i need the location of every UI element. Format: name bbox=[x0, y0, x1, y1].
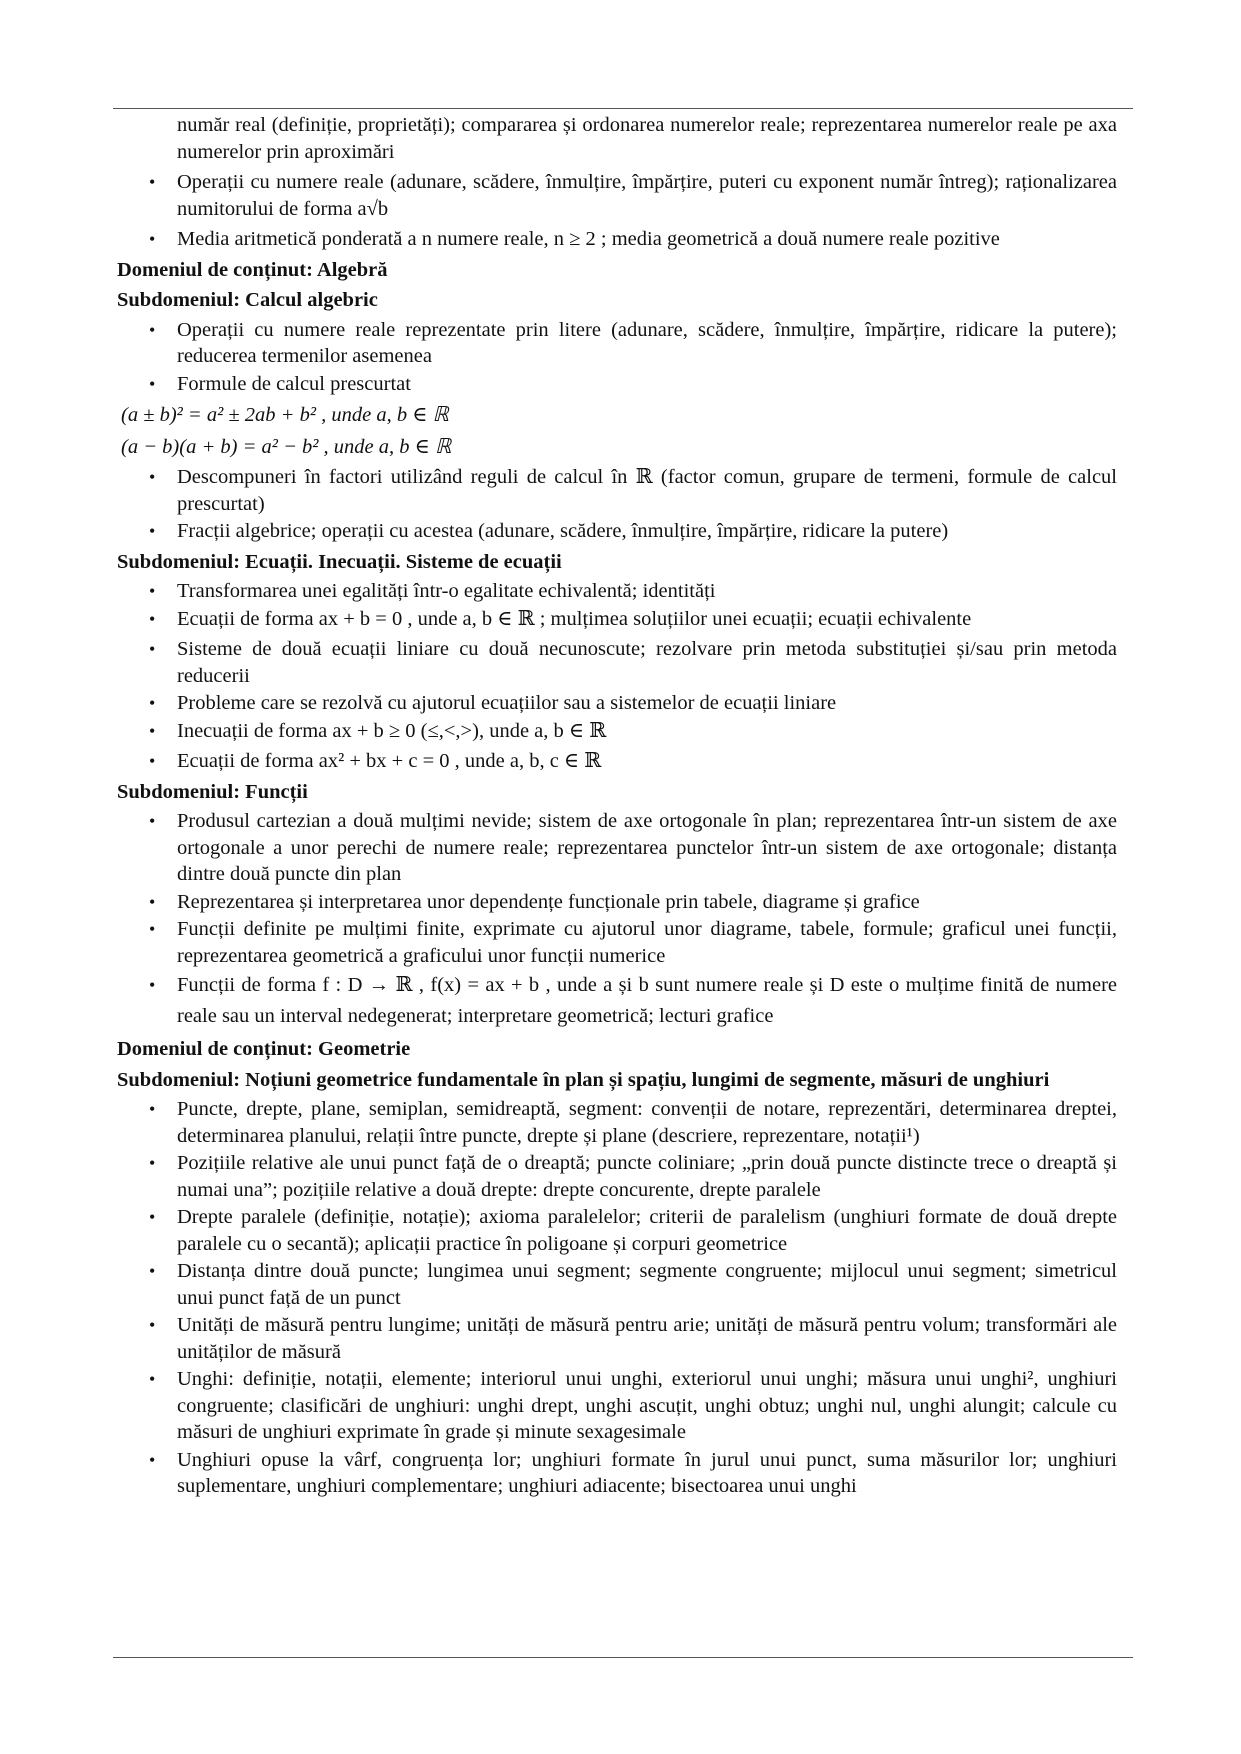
formula-difference-of-squares: (a − b)(a + b) = a² − b² , unde a, b ∈ ℝ bbox=[121, 435, 452, 458]
subdomain-heading-functii: Subdomeniul: Funcții bbox=[117, 780, 308, 803]
list-item: • Probleme care se rezolvă cu ajutorul ecuațiilor sau a sistemelor de ecuații liniare bbox=[117, 690, 1117, 717]
functii-list bbox=[117, 808, 1117, 1032]
list-item: • Transformarea unei egalități într-o egalitate echivalentă; identități bbox=[117, 578, 1117, 605]
domain-heading-algebra: Domeniul de conținut: Algebră bbox=[117, 258, 388, 281]
list-item: • Funcții definite pe mulțimi finite, exprimate cu ajutorul unor diagrame, tabele, formule; graficul unei funcții, reprezentarea geometrică a graficului unor funcții numerice bbox=[117, 916, 1117, 969]
list-item: • Distanța dintre două puncte; lungimea unui segment; segmente congruente; mijlocul unui segment; simetricul unui punct față de un punct bbox=[117, 1258, 1117, 1311]
list-item: • Operații cu numere reale (adunare, scădere, înmulțire, împărțire, puteri cu exponent număr întreg); raționalizarea numitorului de forma a√b bbox=[117, 169, 1117, 222]
list-item: • Unghi: definiție, notații, elemente; interiorul unui unghi, exteriorul unui unghi; măsura unui unghi², unghiuri congruente; clasificări de unghiuri: unghi drept, unghi ascuțit, unghi obtuz; unghi nul, unghi alungit; calcule cu măsuri de unghiuri exprimate în grade și minute sexagesimale bbox=[117, 1366, 1117, 1446]
calcul-list-2 bbox=[117, 464, 1117, 545]
subdomain-heading-calcul: Subdomeniul: Calcul algebric bbox=[117, 289, 378, 311]
intro-continuation: număr real (definiție, proprietăți); compararea și ordonarea numerelor reale; reprezentarea numerelor reale pe axa numerelor prin aproximări bbox=[177, 114, 1117, 163]
geometrie-list bbox=[117, 1096, 1117, 1500]
list-item: • Produsul cartezian a două mulțimi nevide; sistem de axe ortogonale în plan; reprezentarea într-un sistem de axe ortogonale a unor perechi de numere reale; reprezentarea punctelor într-un sistem de axe ortogonale; distanța dintre două puncte din plan bbox=[117, 808, 1117, 888]
page-content bbox=[117, 112, 1117, 1501]
formula-square: (a ± b)² = a² ± 2ab + b² , unde a, b ∈ ℝ bbox=[121, 404, 449, 426]
domain-heading-geometrie: Domeniul de conținut: Geometrie bbox=[117, 1038, 411, 1060]
list-item: • Unități de măsură pentru lungime; unități de măsură pentru arie; unități de măsură pentru volum; transformări ale unităților de măsură bbox=[117, 1312, 1117, 1365]
intro-list bbox=[117, 169, 1117, 253]
list-item: • Funcții de forma f : D → ℝ , f(x) = ax + b , unde a și b sunt numere reale și D este o mulțime finită de numere reale sau un interval nedegenerat; interpretare geometrică; lecturi grafice bbox=[117, 970, 1117, 1032]
ecuatii-list bbox=[117, 578, 1117, 775]
list-item: • Sisteme de două ecuații liniare cu două necunoscute; rezolvare prin metoda substituției și/sau prin metoda reducerii bbox=[117, 636, 1117, 689]
list-item: • Unghiuri opuse la vârf, congruența lor; unghiuri formate în jurul unui punct, suma măsurilor lor; unghiuri suplementare, unghiuri complementare; unghiuri adiacente; bisectoarea unui unghi bbox=[117, 1447, 1117, 1500]
list-item: • Media aritmetică ponderată a n numere reale, n ≥ 2 ; media geometrică a două numere reale pozitive bbox=[117, 226, 1117, 253]
list-item: • Drepte paralele (definiție, notație); axioma paralelelor; criterii de paralelism (unghiuri formate de două drepte paralele cu o secantă); aplicații practice în poligoane și corpuri geometrice bbox=[117, 1204, 1117, 1257]
list-item: • Descompuneri în factori utilizând reguli de calcul în ℝ (factor comun, grupare de termeni, formule de calcul prescurtat) bbox=[117, 464, 1117, 517]
header-rule bbox=[113, 108, 1133, 109]
list-item: • Ecuații de forma ax² + bx + c = 0 , unde a, b, c ∈ ℝ bbox=[117, 748, 1117, 775]
list-item: • Formule de calcul prescurtat bbox=[117, 371, 1117, 398]
list-item: • Puncte, drepte, plane, semiplan, semidreaptă, segment: convenții de notare, reprezentări, determinarea dreptei, determinarea planului, relații între puncte, drepte și plane (descriere, reprezentare, notații¹) bbox=[117, 1096, 1117, 1149]
list-item: • Inecuații de forma ax + b ≥ 0 (≤,<,>), unde a, b ∈ ℝ bbox=[117, 718, 1117, 745]
subdomain-heading-ecuatii: Subdomeniul: Ecuații. Inecuații. Sisteme de ecuații bbox=[117, 550, 562, 573]
list-item: • Pozițiile relative ale unui punct față de o dreaptă; puncte coliniare; „prin două puncte distincte trece o dreaptă și numai una”; pozițiile relative a două drepte: drepte concurente, drepte paralele bbox=[117, 1150, 1117, 1203]
list-item: • Reprezentarea și interpretarea unor dependențe funcționale prin tabele, diagrame și grafice bbox=[117, 889, 1117, 916]
list-item: • Operații cu numere reale reprezentate prin litere (adunare, scădere, înmulțire, împărțire, ridicare la putere); reducerea termenilor asemenea bbox=[117, 317, 1117, 370]
calcul-list bbox=[117, 317, 1117, 398]
footer-rule bbox=[113, 1657, 1133, 1658]
list-item: • Fracții algebrice; operații cu acestea (adunare, scădere, înmulțire, împărțire, ridicare la putere) bbox=[117, 518, 1117, 545]
list-item: • Ecuații de forma ax + b = 0 , unde a, b ∈ ℝ ; mulțimea soluțiilor unei ecuații; ecuații echivalente bbox=[117, 606, 1117, 633]
subdomain-heading-notiuni: Subdomeniul: Noțiuni geometrice fundamentale în plan și spațiu, lungimi de segmente, măsuri de unghiuri bbox=[117, 1068, 1050, 1091]
